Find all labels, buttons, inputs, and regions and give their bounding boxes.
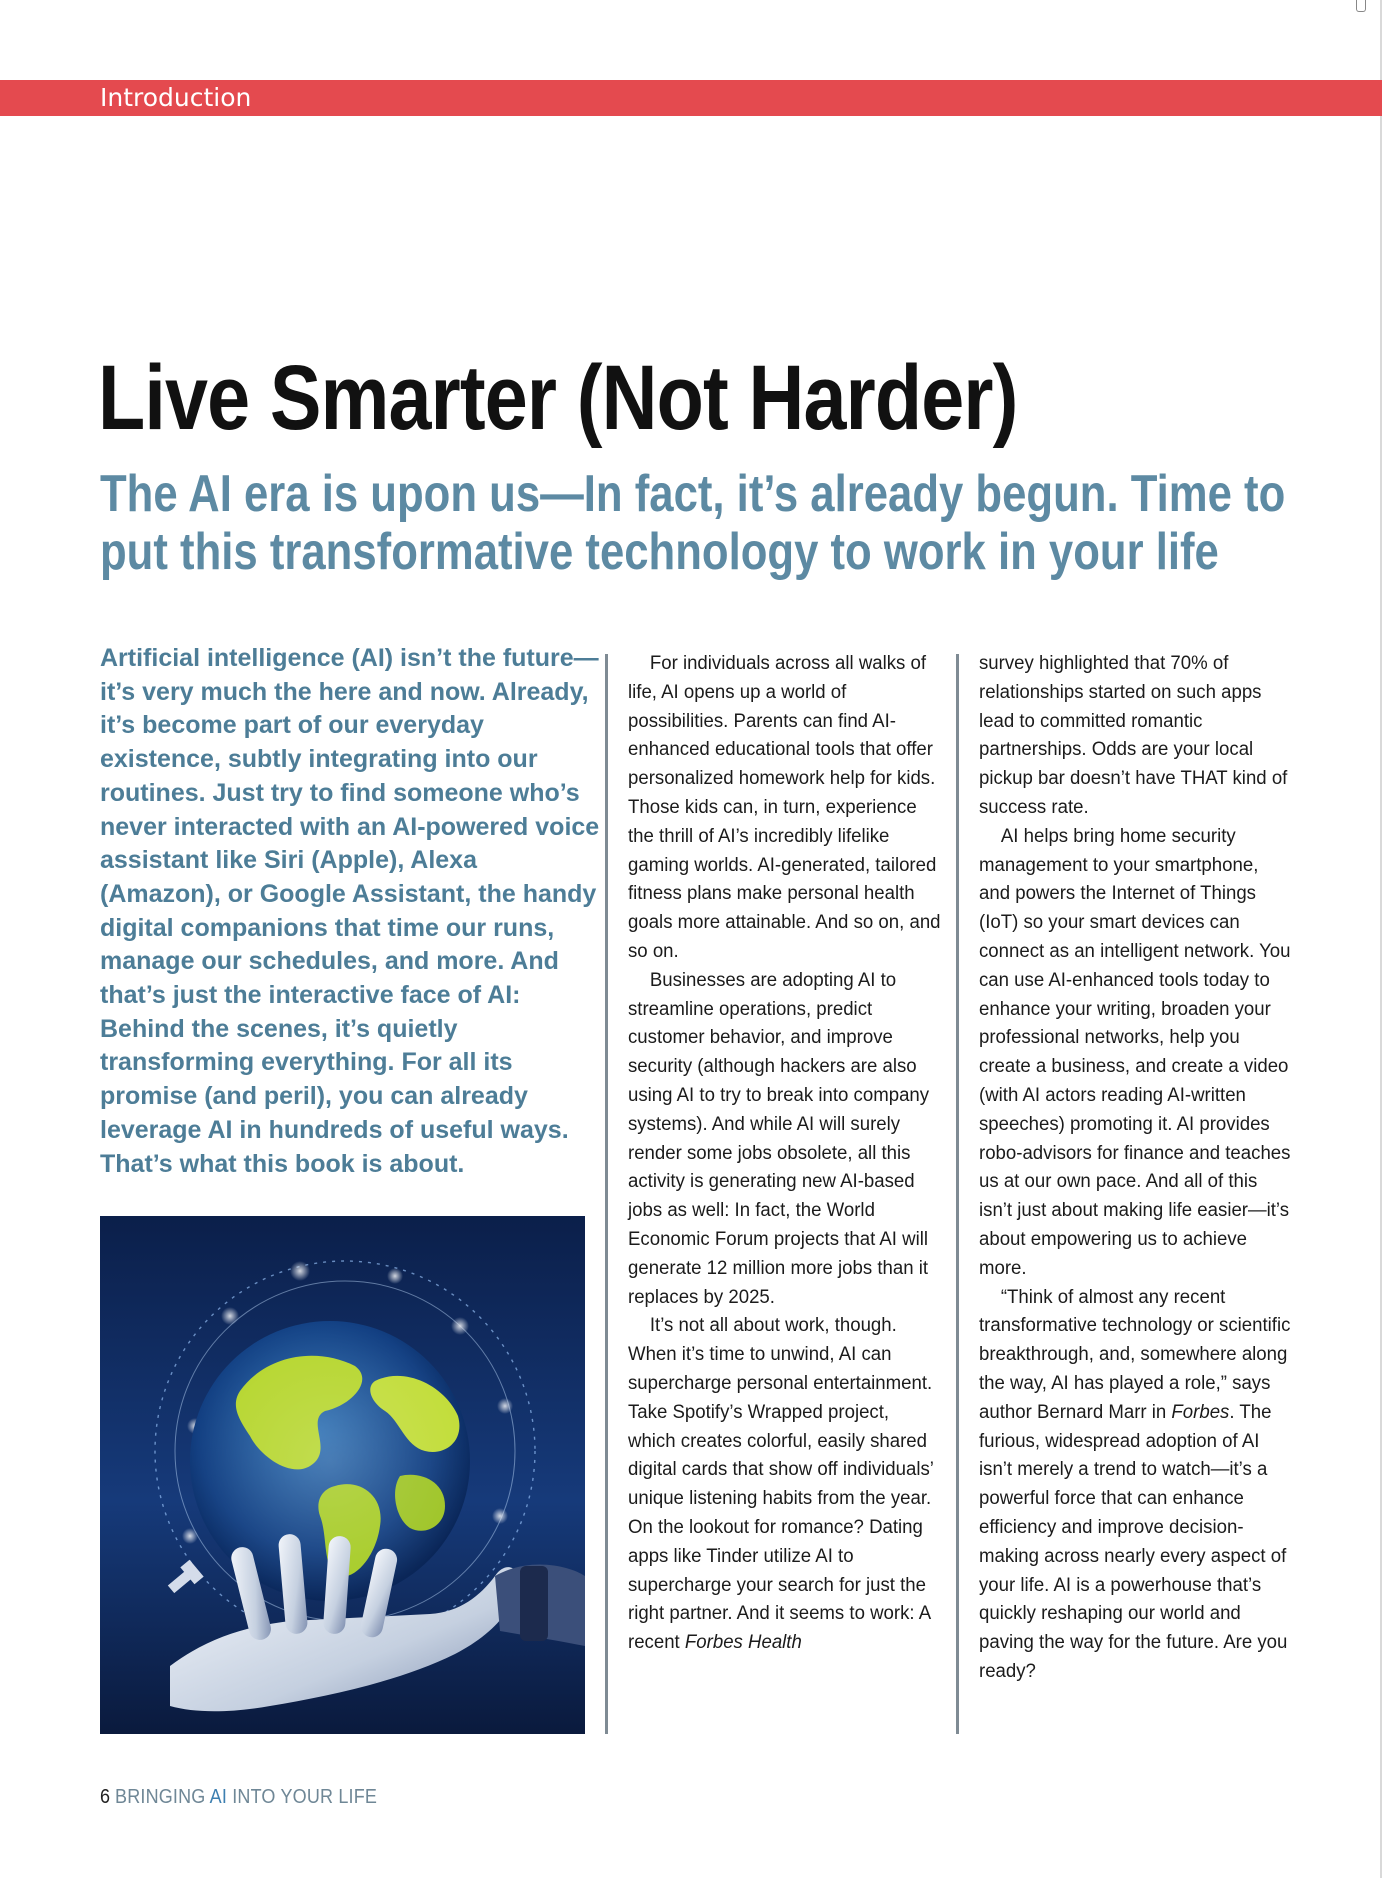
book-title: BRINGING AI INTO YOUR LIFE <box>115 1786 378 1808</box>
section-label: Introduction <box>100 83 252 112</box>
article-title: Live Smarter (Not Harder) <box>98 347 1018 449</box>
section-header-bar <box>0 80 1382 116</box>
page-number: 6 <box>100 1786 111 1808</box>
body-paragraph: It’s not all about work, though. When it’s time to unwind, AI can supercharge personal entertainment. Take Spotify’s Wrapped project, which creates colorful, easily shared digital cards that show off individuals’ unique listening habits from the year. On the lookout for romance? Dating apps like Tinder utilize AI to supercharge your search for just the right partner. And it seems to work: A recent Forbes Health <box>628 1314 934 1654</box>
publication-name: Forbes Health <box>684 1631 802 1654</box>
body-paragraph: Businesses are adopting AI to streamline operations, predict customer behavior, and improve security (although hackers are also using AI to try to break into company systems). And while AI will surely render some jobs obsolete, all this activity is generating new AI-based jobs as well: In fact, the World Economic Forum projects that AI will generate 12 million more jobs than it replaces by 2025. <box>628 968 930 1308</box>
column-divider-left <box>605 654 608 1734</box>
body-paragraph: survey highlighted that 70% of relationships started on such apps lead to committed romantic partnerships. Odds are your local pickup bar doesn’t have THAT kind of success rate. <box>979 652 1288 818</box>
body-paragraph: For individuals across all walks of life, AI opens up a world of possibilities. Parents can find AI-enhanced educational tools that offer personalized homework help for kids. Those kids can, in turn, experience the thrill of AI’s incredibly lifelike gaming worlds. AI-generated, tailored fitness plans make personal health goals more attainable. And so on, and so on. <box>628 652 941 962</box>
body-column-2 <box>979 649 1293 1686</box>
quote-paragraph: “Think of almost any recent transformative technology or scientific breakthrough, and, somewhere along the way, AI has played a role,” says author Bernard Marr in Forbes. The furious, widespread adoption of AI isn’t merely a trend to watch—it’s a powerful force that can enhance efficiency and improve decision-making across nearly every aspect of your life. AI is a powerhouse that’s quickly reshaping our world and paving the way for the future. Are you ready? <box>979 1285 1291 1682</box>
globe-in-robot-hand-illustration <box>100 1216 585 1734</box>
page-footer <box>100 1785 377 1809</box>
article-subtitle: The AI era is upon us—In fact, it’s already begun. Time to put this transformative technology to work in your life <box>100 465 1286 581</box>
lead-paragraph: Artificial intelligence (AI) isn’t the future—it’s very much the here and now. Already, it’s become part of our everyday existence, subtly integrating into our routines. Just try to find someone who’s never interacted with an AI-powered voice assistant like Siri (Apple), Alexa (Amazon), or Google Assistant, the handy digital companions that time our runs, manage our schedules, and more. And that’s just the interactive face of AI: Behind the scenes, it’s quietly transforming everything. For all its promise (and peril), you can already leverage AI in hundreds of useful ways. That’s what this book is about. <box>100 644 600 1178</box>
column-divider-right <box>956 654 959 1734</box>
publication-name: Forbes <box>1171 1400 1230 1423</box>
page-corner-icon <box>1356 0 1366 12</box>
body-paragraph: AI helps bring home security management to your smartphone, and powers the Internet of Things (IoT) so your smart devices can connect as an intelligent network. You can use AI-enhanced tools today to enhance your writing, broaden your professional networks, help you create a business, and create a video (with AI actors reading AI-written speeches) promoting it. AI provides robo-advisors for finance and teaches us at our own pace. And all of this isn’t just about making life easier—it’s about empowering us to achieve more. <box>979 824 1291 1279</box>
body-column-1 <box>628 649 942 1657</box>
